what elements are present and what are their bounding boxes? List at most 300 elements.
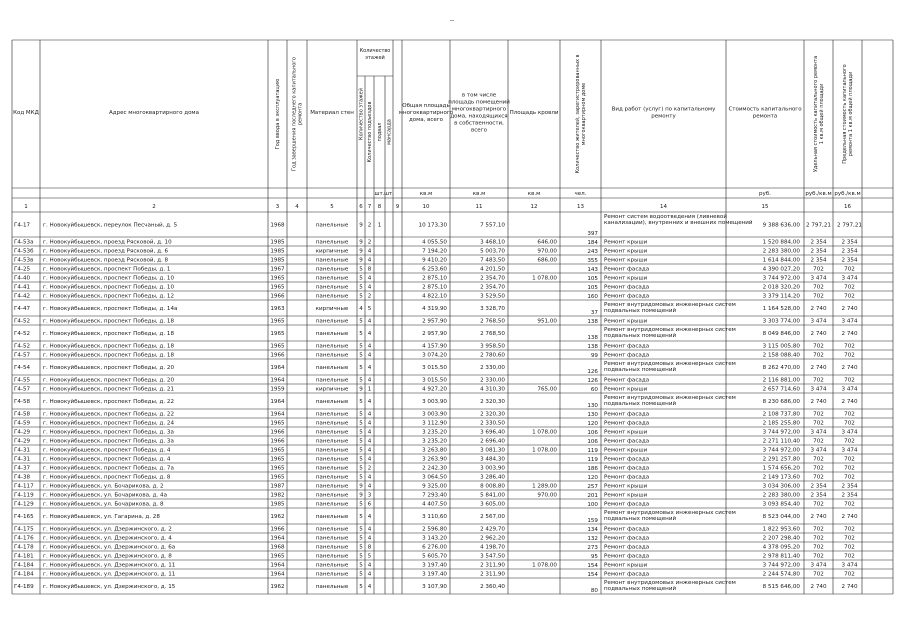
owned-area: 2 962,20 [480, 535, 505, 542]
wall-material: панельные [315, 318, 349, 325]
floors: 5 [359, 420, 363, 427]
entrances: 4 [367, 365, 372, 371]
table-row [14, 257, 858, 265]
limit-cost: 702 [844, 266, 855, 273]
year-built: 1964 [270, 411, 285, 418]
table-row [14, 213, 862, 237]
unit-label: чел. [574, 191, 587, 197]
address: г. Новокуйбышевск, ул. Дзержинского, д. 2 [43, 526, 172, 533]
floors: 5 [359, 456, 363, 463]
year-built: 1965 [270, 343, 285, 350]
address: г. Новокуйбышевск, ул. Гагарина, д. 28 [43, 514, 160, 520]
residents: 37 [590, 310, 598, 316]
repair-cost: 2 283 380,00 [762, 248, 800, 255]
floors: 5 [359, 544, 363, 551]
residents: 273 [587, 545, 598, 551]
owned-area: 4 198,70 [480, 544, 505, 551]
mkd-code: Г4-119 [14, 492, 34, 499]
address: г. Новокуйбышевск, ул. Дзержинского, д. 6а [43, 544, 176, 551]
address: г. Новокуйбышевск, ул. Бочарикова, д. 2 [43, 483, 164, 490]
column-header-label: всего [471, 127, 487, 134]
column-header [367, 102, 373, 163]
entrances: 4 [367, 526, 372, 533]
table-header [13, 48, 860, 210]
residents: 126 [587, 369, 598, 375]
mkd-code: Г4-117 [14, 483, 34, 490]
residents: 143 [587, 267, 598, 273]
table-row [14, 544, 855, 552]
entrances: 4 [367, 535, 372, 542]
work-type: Ремонт крыши [604, 483, 648, 490]
limit-cost: 702 [844, 377, 855, 384]
column-number: 2 [152, 204, 156, 210]
entrances: 4 [367, 474, 372, 481]
entrances: 4 [367, 284, 372, 291]
table-body [14, 213, 862, 594]
limit-cost: 2 797,21 [837, 222, 862, 229]
owned-area: 3 484,30 [480, 456, 505, 463]
work-type: Ремонт крыши [604, 429, 648, 436]
year-built: 1964 [270, 399, 285, 405]
limit-cost: 2 740 [841, 584, 858, 590]
repair-cost: 3 093 854,40 [762, 501, 800, 508]
work-type: Ремонт фасада [604, 420, 650, 427]
unit-cost: 702 [813, 544, 824, 551]
year-built: 1985 [270, 239, 285, 246]
work-type: канализации), внутренних и внешних помещений [604, 220, 753, 226]
total-area: 3 110,60 [422, 514, 447, 520]
roof-area: 970,00 [537, 248, 557, 255]
work-type: Ремонт фасада [604, 377, 650, 384]
wall-material: кирпичные [315, 306, 349, 312]
limit-cost: 702 [844, 284, 855, 291]
floors: 5 [359, 526, 363, 533]
entrances: 4 [367, 420, 372, 427]
limit-cost: 2 354 [841, 239, 858, 246]
work-type: Ремонт крыши [604, 562, 648, 569]
wall-material: панельные [315, 429, 349, 436]
total-area: 3 235,20 [422, 429, 447, 436]
year-built: 1965 [270, 284, 285, 291]
residents: 106 [587, 439, 598, 445]
column-header [377, 123, 383, 142]
address: г. Новокуйбышевск, проспект Победы, д. 10 [43, 275, 175, 282]
total-area: 4 822,10 [422, 293, 447, 300]
column-header-label: Количество подъездов [367, 101, 373, 163]
floors: 5 [359, 465, 363, 472]
table-row [14, 327, 858, 341]
year-built: 1966 [270, 526, 285, 533]
year-built: 1985 [270, 257, 285, 264]
year-built: 1965 [270, 474, 285, 481]
owned-area: 2 330,50 [480, 420, 505, 427]
total-area: 2 242,30 [422, 465, 447, 472]
work-type: Ремонт фасада [604, 343, 650, 350]
wall-material: панельные [315, 514, 349, 520]
owned-area: 3 696,40 [480, 429, 505, 436]
column-number: 10 [422, 204, 430, 210]
wall-material: панельные [315, 331, 349, 337]
repair-cost: 1 520 884,00 [762, 239, 800, 246]
mkd-code: Г4-184 [14, 571, 34, 578]
wall-material: панельные [315, 239, 349, 246]
limit-cost: 2 740 [841, 365, 858, 371]
total-area: 10 173,30 [418, 222, 447, 229]
limit-cost: 2 354 [841, 483, 858, 490]
mkd-code: Г4-29 [14, 438, 31, 445]
repair-cost: 2 158 088,40 [762, 352, 800, 359]
residents: 126 [587, 378, 598, 384]
owned-area: 3 286,40 [480, 474, 505, 481]
total-area: 3 003,90 [422, 399, 447, 405]
table-row [14, 562, 858, 570]
year-built: 1968 [270, 222, 285, 229]
mkd-code: Г4-17 [14, 222, 31, 229]
mkd-code: Г4-31 [14, 447, 31, 454]
address: г. Новокуйбышевск, проспект Победы, д. 14а [43, 306, 178, 312]
work-type: Ремонт фасада [604, 284, 650, 291]
residents: 60 [590, 387, 598, 393]
address: г. Новокуйбышевск, проезд Рясковой, д. 8 [43, 257, 169, 264]
year-built: 1965 [270, 553, 285, 560]
wall-material: панельные [315, 411, 349, 418]
limit-cost: 3 474 [841, 386, 858, 393]
total-area: 3 197,40 [422, 562, 447, 569]
floors: 5 [359, 411, 363, 418]
entrances: 2 [367, 239, 372, 246]
limit-cost: 2 354 [841, 248, 858, 255]
wall-material: панельные [315, 562, 349, 569]
entrances: 4 [367, 331, 372, 337]
address: г. Новокуйбышевск, ул. Дзержинского, д. 15 [43, 584, 176, 590]
mkd-code: Г4-54 [14, 365, 31, 371]
unit-cost: 2 797,21 [806, 222, 831, 229]
entrances: 4 [367, 483, 372, 490]
total-area: 9 325,00 [422, 483, 447, 490]
address: г. Новокуйбышевск, проспект Победы, д. 3а [43, 429, 174, 436]
column-number: 16 [844, 204, 851, 210]
work-type: подвальных помещений [604, 586, 677, 592]
address: г. Новокуйбышевск, ул. Дзержинского, д. 11 [43, 562, 176, 569]
year-built: 1962 [270, 584, 285, 590]
top-mark: -- [449, 17, 455, 24]
mkd-code: Г4-165 [14, 514, 34, 520]
repair-cost: 3 744 972,00 [762, 429, 800, 436]
limit-cost: 702 [844, 438, 855, 445]
work-type: Ремонт внутридомовых инженерных систем [604, 327, 736, 333]
address: г. Новокуйбышевск, проспект Победы, д. 8 [43, 474, 171, 481]
column-header-label: в том числе [461, 92, 497, 99]
unit-label: шт. [374, 191, 385, 197]
year-built: 1964 [270, 377, 285, 384]
total-area: 3 015,50 [422, 377, 447, 384]
residents: 100 [587, 502, 598, 508]
unit-cost: 3 474 [810, 429, 827, 436]
table-row [14, 492, 858, 500]
address: г. Новокуйбышевск, проспект Победы, д. 1 [43, 266, 171, 273]
mkd-code: Г4-58 [14, 411, 31, 418]
mkd-code: Г4-53б [14, 248, 34, 255]
owned-area: 2 311,90 [480, 571, 505, 578]
address: г. Новокуйбышевск, ул. Дзержинского, д. 4 [43, 535, 172, 542]
total-area: 2 875,10 [422, 275, 447, 282]
table-row [14, 501, 855, 509]
entrances: 4 [367, 248, 372, 255]
owned-area: 8 008,80 [480, 483, 505, 490]
wall-material: панельные [315, 293, 349, 300]
floors: 9 [359, 386, 363, 393]
column-number: 4 [295, 204, 299, 210]
floors: 5 [359, 535, 363, 542]
wall-material: панельные [315, 465, 349, 472]
repair-cost: 1 822 953,60 [762, 526, 800, 533]
work-type: Ремонт фасада [604, 474, 650, 481]
column-header-label: ремонту [651, 113, 676, 120]
floors: 5 [359, 377, 363, 384]
address: г. Новокуйбышевск, проспект Победы, д. 12 [43, 293, 175, 300]
wall-material: панельные [315, 492, 349, 499]
address: г. Новокуйбышевск, проспект Победы, д. 22 [43, 399, 175, 405]
floors: 5 [359, 352, 363, 359]
work-type: Ремонт фасада [604, 571, 650, 578]
residents: 130 [587, 403, 598, 409]
entrances: 4 [367, 275, 372, 282]
entrances: 2 [367, 465, 372, 472]
column-number: 14 [660, 204, 667, 210]
floors: 5 [359, 571, 363, 578]
limit-cost: 702 [844, 352, 855, 359]
unit-cost: 702 [813, 474, 824, 481]
repair-cost: 2 291 257,80 [762, 456, 800, 463]
entrances: 5 [367, 553, 372, 560]
table-row [14, 510, 858, 524]
address: г. Новокуйбышевск, проспект Победы, д. 4 [43, 456, 171, 463]
unit-label: руб./кв.м [805, 191, 832, 197]
entrances: 4 [367, 438, 372, 445]
entrances: 8 [367, 544, 372, 551]
floors: 5 [359, 318, 363, 325]
address: г. Новокуйбышевск, проспект Победы, д. 3а [43, 438, 174, 445]
limit-cost: 3 474 [841, 562, 858, 569]
unit-label: руб. [759, 191, 771, 197]
entrances: 1 [367, 386, 372, 393]
unit-label: кв.м [419, 191, 433, 197]
address: г. Новокуйбышевск, проспект Победы, д. 20 [43, 365, 175, 371]
column-header-label: Код МКД [13, 110, 39, 116]
floors: 9 [359, 239, 363, 246]
owned-area: 3 003,90 [480, 465, 505, 472]
limit-cost: 702 [844, 293, 855, 300]
residents: 257 [587, 484, 598, 490]
floors: 9 [359, 248, 363, 255]
work-type: Ремонт фасада [604, 293, 650, 300]
table-row [14, 275, 858, 283]
unit-cost: 2 740 [810, 331, 827, 337]
unit-cost: 702 [813, 284, 824, 291]
table-row [14, 465, 855, 473]
wall-material: панельные [315, 483, 349, 490]
limit-cost: 2 354 [841, 257, 858, 264]
work-type: Ремонт фасада [604, 535, 650, 542]
work-type: подвальных помещений [604, 308, 677, 314]
column-header-label: Общая площадь [402, 103, 450, 109]
mkd-code: Г4-29 [14, 429, 31, 436]
total-area: 4 319,90 [422, 306, 447, 312]
unit-cost: 702 [813, 438, 824, 445]
work-type: Ремонт систем водоотведения (ливневой [604, 214, 727, 220]
table-row [14, 361, 858, 375]
owned-area: 2 360,40 [480, 584, 505, 590]
table-row [14, 526, 855, 534]
entrances: 4 [367, 343, 372, 350]
limit-cost: 3 474 [841, 429, 858, 436]
floors: 5 [359, 399, 363, 405]
column-header-label: дома, всего [408, 117, 444, 123]
column-header-label: ремонта [752, 113, 778, 120]
total-area: 6 276,00 [422, 544, 447, 551]
work-type: Ремонт фасада [604, 411, 650, 418]
owned-area: 2 311,90 [480, 562, 505, 569]
mkd-code: Г4-38 [14, 474, 31, 481]
column-number: 3 [275, 204, 280, 210]
repair-cost: 2 108 737,80 [762, 411, 800, 418]
total-area: 4 927,20 [422, 386, 447, 393]
mkd-code: Г4-178 [14, 544, 34, 551]
owned-area: 2 768,50 [480, 331, 505, 337]
owned-area: 3 468,10 [480, 239, 505, 246]
column-header [358, 88, 365, 140]
unit-cost: 702 [813, 266, 824, 273]
work-type: Ремонт фасада [604, 544, 650, 551]
residents: 80 [590, 588, 598, 594]
unit-cost: 702 [813, 535, 824, 542]
residents: 130 [587, 412, 598, 418]
mkd-code: Г4-184 [14, 562, 34, 569]
work-type: Ремонт фасада [604, 456, 650, 463]
year-built: 1965 [270, 318, 285, 325]
grouped-header-label: Количество [359, 48, 391, 54]
roof-area: 686,00 [537, 257, 557, 264]
roof-area: 1 078,00 [532, 429, 557, 436]
total-area: 7 293,40 [422, 492, 447, 499]
work-type: Ремонт внутридомовых инженерных систем [604, 580, 736, 586]
total-area: 3 263,80 [422, 447, 447, 454]
residents: 134 [587, 527, 598, 533]
year-built: 1966 [270, 438, 285, 445]
year-built: 1963 [270, 306, 285, 312]
owned-area: 3 547,50 [480, 553, 505, 560]
owned-area: 3 529,50 [480, 293, 505, 300]
repair-cost: 2 244 574,80 [762, 571, 800, 578]
address: г. Новокуйбышевск, проспект Победы, д. 20 [43, 377, 175, 384]
wall-material: панельные [315, 438, 349, 445]
repair-cost: 2 116 881,00 [762, 377, 800, 384]
table-row [14, 420, 855, 428]
floors: 5 [359, 474, 363, 481]
year-built: 1985 [270, 248, 285, 255]
unit-cost: 2 740 [810, 514, 827, 520]
residents: 119 [587, 448, 598, 454]
year-built: 1965 [270, 420, 285, 427]
owned-area: 2 320,30 [480, 399, 505, 405]
residents: 105 [587, 285, 598, 291]
unit-cost: 3 474 [810, 386, 827, 393]
limit-cost: 3 474 [841, 275, 858, 282]
limit-cost: 702 [844, 535, 855, 542]
address: г. Новокуйбышевск, проспект Победы, д. 10 [43, 284, 175, 291]
floors: 5 [359, 284, 363, 291]
table-row [14, 553, 855, 561]
owned-area: 3 081,30 [480, 447, 505, 454]
table-row [14, 293, 855, 301]
repair-cost: 3 034 306,00 [762, 483, 800, 490]
address: г. Новокуйбышевск, проспект Победы, д. 18 [43, 352, 175, 359]
unit-cost: 702 [813, 526, 824, 533]
residents: 159 [587, 518, 598, 524]
address: г. Новокуйбышевск, ул. Бочарикова, д. 8 [43, 501, 164, 508]
limit-cost: 2 740 [841, 399, 858, 405]
wall-material: панельные [315, 456, 349, 463]
mkd-code: Г4-47 [14, 306, 31, 312]
column-header-label: Количество жителей, зарегистрированных в [575, 54, 581, 174]
column-header [510, 110, 559, 116]
table-row [14, 456, 855, 464]
roof-area: 1 078,00 [532, 447, 557, 454]
address: г. Новокуйбышевск, проспект Победы, д. 24 [43, 420, 175, 427]
table-row [14, 429, 858, 437]
repair-cost: 3 115 005,80 [762, 343, 800, 350]
entrances: 5 [367, 306, 372, 312]
column-header-label: Материал стен [310, 110, 354, 116]
column-header-label: в собственности, [454, 120, 504, 127]
column-header [13, 110, 39, 116]
mkd-code: Г4-25 [14, 266, 31, 273]
unit-cost: 3 474 [810, 447, 827, 454]
residents: 160 [587, 294, 598, 300]
column-header-label: многоквартирном доме [581, 82, 587, 146]
repair-cost: 3 379 114,20 [762, 293, 800, 300]
address: г. Новокуйбышевск, проспект Победы, д. 18 [43, 318, 175, 325]
unit-cost: 2 740 [810, 306, 827, 312]
column-header [842, 64, 854, 163]
floors: 9 [359, 492, 363, 499]
wall-material: кирпичные [315, 248, 349, 255]
year-built: 1965 [270, 447, 285, 454]
limit-cost: 2 740 [841, 331, 858, 337]
table-row [14, 395, 858, 409]
address: г. Новокуйбышевск, ул. Дзержинского, д. 8 [43, 553, 172, 560]
entrances: 4 [367, 377, 372, 384]
mkd-code: Г4-176 [14, 535, 34, 542]
wall-material: панельные [315, 544, 349, 551]
table-row [14, 535, 855, 543]
work-type: Ремонт внутридомовых инженерных систем [604, 361, 736, 367]
column-header-label: Удельная стоимость капитального ремонта [813, 55, 819, 173]
column-header [310, 110, 354, 116]
entrances: 8 [367, 266, 372, 273]
unit-cost: 702 [813, 377, 824, 384]
floors: 5 [359, 562, 363, 569]
roof-area: 1 078,00 [532, 275, 557, 282]
column-number: 8 [377, 204, 382, 210]
owned-area: 2 429,70 [480, 526, 505, 533]
year-built: 1964 [270, 562, 285, 569]
limit-cost: 2 740 [841, 306, 858, 312]
repair-cost: 1 574 656,20 [762, 465, 800, 472]
work-type: Ремонт крыши [604, 386, 648, 393]
mkd-code: Г4-31 [14, 456, 31, 463]
work-type: Ремонт крыши [604, 248, 648, 255]
